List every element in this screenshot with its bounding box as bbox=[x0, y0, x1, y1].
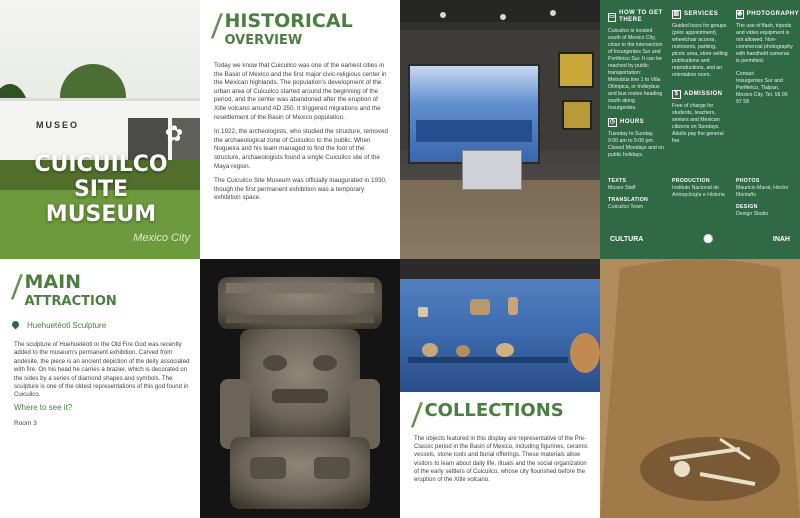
how-title: HOW TO GET THERE bbox=[619, 10, 663, 23]
camera-icon: ◉ bbox=[737, 11, 743, 17]
services-section bbox=[672, 10, 730, 79]
site-title bbox=[8, 152, 194, 227]
sculpture-photo bbox=[200, 259, 400, 518]
site-title-line: SITE bbox=[73, 177, 129, 202]
collections-heading bbox=[410, 397, 564, 435]
artifact bbox=[470, 299, 490, 315]
hours-text: Tuesday to Sunday, 9:00 am to 5:00 pm. Closed Mondays and on public holidays. bbox=[608, 131, 664, 158]
slash-icon: / bbox=[210, 8, 224, 46]
site-subtitle: Mexico City bbox=[133, 232, 190, 244]
hours-title: HOURS bbox=[620, 119, 645, 125]
collections-text: The objects featured in this display are representative of the Pre-Classic period in the Basin of Mexico, including figurines, ceramic vessels, stone tools and burial offerings. These materials allow visitors to learn about daily life, rituals and the social organization of the early settlers of Cuicuilco, whose city flourished before the eruption of the Xitle volcano. bbox=[414, 436, 588, 484]
main-subtitle: ATTRACTION bbox=[24, 294, 117, 309]
admission-title: ADMISSION bbox=[684, 91, 723, 97]
credits-left bbox=[608, 178, 664, 216]
artifact bbox=[496, 343, 514, 357]
artifact bbox=[418, 307, 428, 317]
historical-subtitle: OVERVIEW bbox=[224, 33, 303, 48]
how-text: Cuicuilco is located south of Mexico City, close to the intersection of Insurgentes Sur and Periférico Sur. It can be reached by public transportation: Metrobús line 1 to Villa Olímpica, or trolleybus and bus routes heading south along Insurgentes. bbox=[608, 28, 663, 111]
credit-heading: TRANSLATION bbox=[608, 197, 649, 203]
museo-sign: MUSEO bbox=[36, 120, 80, 130]
artifact bbox=[422, 343, 438, 357]
collections-panel bbox=[400, 259, 600, 518]
photo-text: The use of flash, tripods and video equipment is not allowed. Non-commercial photography with handheld cameras is permitted. bbox=[736, 23, 793, 64]
credit-heading: PHOTOS bbox=[736, 178, 760, 184]
credit-value: Cuicuilco Team bbox=[608, 204, 644, 210]
historical-paragraph: In 1922, the archeologists, who studied the structure, removed the archaeological zone of Cuicuilco to the public. When Nogueira and his team managed to find the foot of the structure, archaeologists found a single Cuicuilco site of the Maya region. bbox=[214, 128, 388, 170]
attraction-location bbox=[12, 321, 106, 330]
building-icon: ▥ bbox=[673, 11, 680, 17]
wall-frame bbox=[558, 52, 594, 88]
site-title-line: MUSEUM bbox=[45, 202, 157, 227]
display-base bbox=[416, 120, 532, 142]
where-question: Where to see it? bbox=[14, 403, 73, 412]
location-pin-icon bbox=[12, 321, 19, 330]
main-title: MAIN bbox=[24, 271, 82, 293]
clock-icon: ◷ bbox=[609, 119, 616, 125]
credit-value: Instituto Nacional de Antropología e Historia bbox=[672, 185, 725, 198]
artifact bbox=[570, 333, 600, 373]
how-to-get-there bbox=[608, 10, 664, 112]
ceiling bbox=[400, 259, 600, 279]
credit-value: Design Studio bbox=[736, 211, 769, 217]
slash-icon: / bbox=[410, 397, 424, 435]
credits-mid bbox=[672, 178, 730, 204]
shelf bbox=[408, 357, 568, 363]
historical-body bbox=[214, 62, 390, 209]
credit-value: Mauricio Marat, Héctor Montaño bbox=[736, 185, 789, 198]
spotlight bbox=[550, 10, 556, 16]
photography-section bbox=[736, 10, 800, 106]
credit-heading: PRODUCTION bbox=[672, 178, 710, 184]
gallery-floor bbox=[400, 180, 600, 259]
artifact bbox=[508, 297, 518, 315]
bus-icon: ▭ bbox=[609, 13, 616, 20]
attraction-name: Huehuetéotl Sculpture bbox=[27, 321, 107, 330]
historical-overview-panel bbox=[200, 0, 400, 259]
burial-excavation-image bbox=[600, 259, 800, 518]
cultura-logo: CULTURA bbox=[610, 235, 644, 243]
site-title-line: CUICUILCO bbox=[34, 152, 168, 177]
inah-logo: INAH bbox=[772, 235, 790, 243]
admission-text: Free of charge for students, teachers, seniors and Mexican citizens on Sundays. Adults pay the general fee. bbox=[672, 103, 724, 144]
main-attraction-panel bbox=[0, 259, 200, 518]
spotlight bbox=[440, 12, 446, 18]
artifact bbox=[456, 345, 470, 357]
services-text: Guided tours for groups (prior appointment), wheelchair access, restrooms, parking, picnic area, store selling publications and reproductions, and an orientation room. bbox=[672, 23, 728, 78]
historical-heading bbox=[210, 8, 353, 50]
historical-paragraph: Today we know that Cuicuilco was one of the earliest cities in the Basin of Mexico and the first major civic-religious center in the Mexican highlands. The population's development of the urban area of Cuicuilco started around the beginning of the period, and the center was abandoned after the eruption of Xitle volcano around AD 250. It triggered migrations and the resettlement of the Basin of Mexico population. bbox=[214, 62, 387, 121]
slash-icon: / bbox=[10, 269, 24, 307]
museum-photo-panel bbox=[0, 0, 200, 259]
dollar-icon: $ bbox=[672, 90, 681, 99]
collections-title: COLLECTIONS bbox=[424, 400, 564, 421]
wall-frame bbox=[562, 100, 592, 130]
services-title: SERVICES bbox=[684, 11, 719, 17]
emblem-icon: ✺ bbox=[703, 232, 714, 246]
historical-title: HISTORICAL bbox=[224, 10, 353, 32]
historical-paragraph: The Cuicuilco Site Museum was officially inaugurated in 1930, though the first permanent exhibition was a temporary exhibition space. bbox=[214, 177, 387, 202]
gallery-photo bbox=[400, 0, 600, 259]
display-pedestal bbox=[462, 150, 522, 190]
info-panel bbox=[600, 0, 800, 259]
credit-heading: TEXTS bbox=[608, 178, 627, 184]
credit-heading: DESIGN bbox=[736, 204, 758, 210]
display-case bbox=[408, 64, 540, 164]
huehueteotl-sculpture-image bbox=[200, 259, 400, 518]
footer-logos bbox=[610, 232, 790, 246]
admission-section bbox=[672, 90, 730, 145]
hours-section bbox=[608, 118, 664, 159]
credits-right bbox=[736, 178, 794, 223]
contact-title: Contact bbox=[736, 71, 754, 77]
where-answer: Room 3 bbox=[14, 420, 37, 427]
museum-logo-icon: ✿ bbox=[164, 121, 184, 146]
main-heading bbox=[10, 269, 117, 311]
burial-photo bbox=[600, 259, 800, 518]
contact-text: Insurgentes Sur and Periférico, Tlalpan, Mexico City. Tel. 56 06 97 58 bbox=[736, 78, 788, 105]
photo-title: PHOTOGRAPHY bbox=[746, 11, 800, 17]
spotlight bbox=[500, 14, 506, 20]
collections-display-image bbox=[400, 259, 600, 392]
main-text: The sculpture of Huehuetéotl or the Old Fire God was recently added to the museum's permanent exhibition. Carved from andesite, the piece is an ancient depiction of the deity associated with fire. On his head he carries a brazier, which is decorated on the sides by a series of diamond shapes and symbols. The sculpture is one of the oldest representations of this god found in Cuicuilco. bbox=[14, 341, 190, 399]
credit-value: Museo Staff bbox=[608, 185, 636, 191]
